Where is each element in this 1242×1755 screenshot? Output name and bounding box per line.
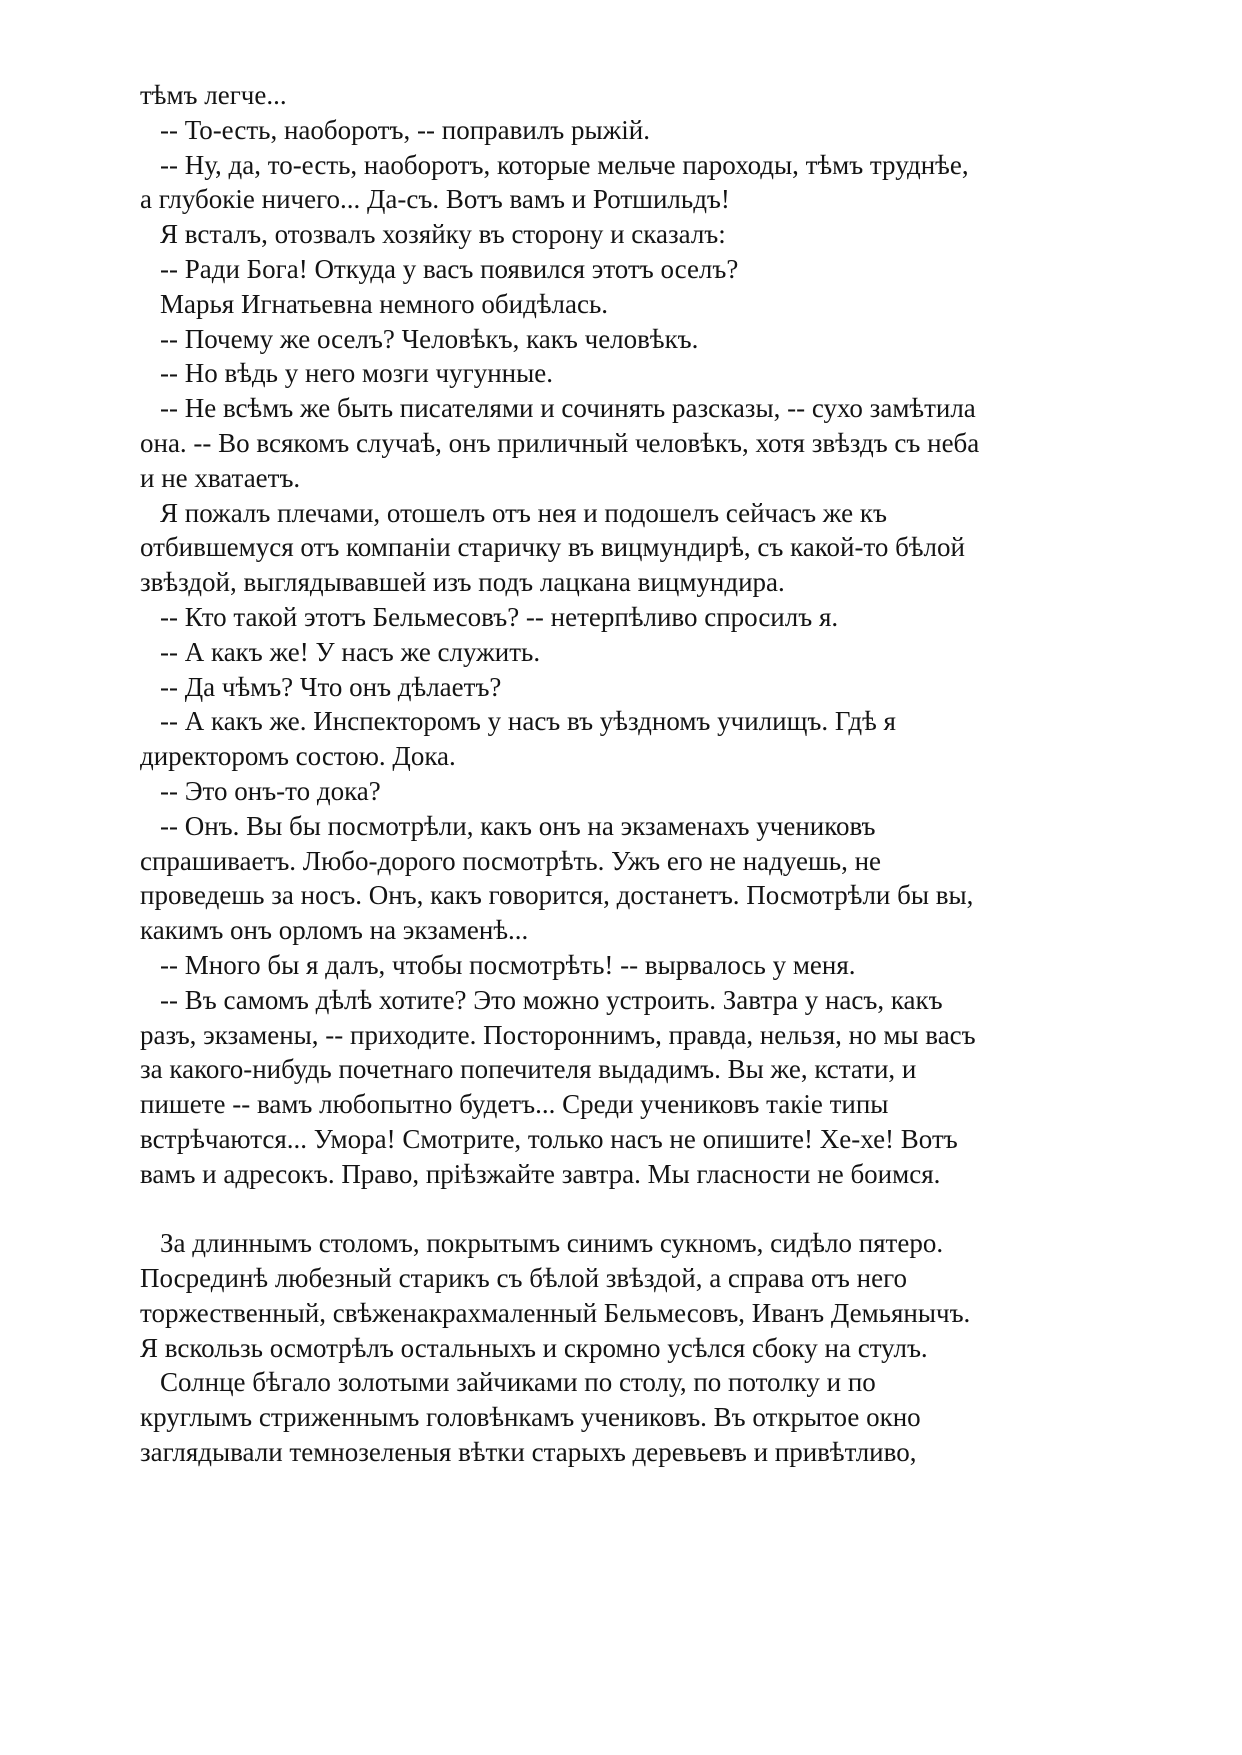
text-line: Я всталъ, отозвалъ хозяйку въ сторону и сказалъ: [160, 219, 726, 250]
text-line: -- Ну, да, то-есть, наоборотъ, которые мельче пароходы, тѣмъ труднѣе, [160, 149, 969, 180]
paragraph [140, 635, 1140, 670]
text-line: директоромъ состою. Дока. [140, 741, 456, 772]
paragraph [140, 704, 1140, 774]
body-text [140, 78, 1140, 1470]
text-line: и не хватаетъ. [140, 462, 301, 493]
text-line: Я пожалъ плечами, отошелъ отъ нея и подошелъ сейчасъ же къ [160, 497, 887, 528]
text-line: -- Почему же оселъ? Человѣкъ, какъ человѣкъ. [160, 323, 699, 354]
paragraph [140, 983, 1140, 1192]
paragraph [140, 809, 1140, 948]
text-line: какимъ онъ орломъ на экзаменѣ... [140, 915, 529, 946]
text-line: -- Ради Бога! Откуда у васъ появился этотъ оселъ? [160, 253, 739, 284]
paragraph [140, 600, 1140, 635]
text-line: разъ, экзамены, -- приходите. Постороннимъ, правда, нельзя, но мы васъ [140, 1019, 976, 1050]
text-line: а глубокіе ничего... Да-съ. Вотъ вамъ и Ротшильдъ! [140, 184, 730, 215]
paragraph [140, 1365, 1140, 1469]
text-line: -- Но вѣдь у него мозги чугунные. [160, 358, 553, 389]
text-line: звѣздой, выглядывавшей изъ подъ лацкана вицмундира. [140, 567, 785, 598]
paragraph [140, 148, 1140, 218]
paragraph [140, 252, 1140, 287]
text-line: Я вскользь осмотрѣлъ остальныхъ и скромно усѣлся сбоку на стулъ. [140, 1332, 928, 1363]
paragraph [140, 356, 1140, 391]
text-line: -- Онъ. Вы бы посмотрѣли, какъ онъ на экзаменахъ учениковъ [160, 810, 876, 841]
text-line: отбившемуся отъ компаніи старичку въ вицмундирѣ, съ какой-то бѣлой [140, 532, 965, 563]
section-break [140, 1192, 1140, 1227]
text-line: -- То-есть, наоборотъ, -- поправилъ рыжій. [160, 114, 651, 145]
text-line: тѣмъ легче... [140, 80, 287, 110]
text-line: вамъ и адресокъ. Право, пріѣзжайте завтра. Мы гласности не боимся. [140, 1158, 941, 1189]
text-line: Солнце бѣгало золотыми зайчиками по столу, по потолку и по [160, 1367, 876, 1398]
text-line: Марья Игнатьевна немного обидѣлась. [160, 288, 609, 319]
text-line: заглядывали темнозеленыя вѣтки старыхъ деревьевъ и привѣтливо, [140, 1437, 917, 1468]
text-line: она. -- Во всякомъ случаѣ, онъ приличный человѣкъ, хотя звѣздъ съ неба [140, 427, 980, 458]
paragraph-continued [140, 78, 1140, 113]
text-line: торжественный, свѣженакрахмаленный Бельмесовъ, Иванъ Демьянычъ. [140, 1297, 971, 1328]
text-line: -- Это онъ-то дока? [160, 775, 381, 806]
text-line: Посрединѣ любезный старикъ съ бѣлой звѣздой, а справа отъ него [140, 1263, 907, 1294]
text-line: За длиннымъ столомъ, покрытымъ синимъ сукномъ, сидѣло пятеро. [160, 1228, 944, 1259]
paragraph [140, 113, 1140, 148]
paragraph [140, 391, 1140, 495]
paragraph [140, 774, 1140, 809]
paragraph [140, 287, 1140, 322]
text-line: проведешь за носъ. Онъ, какъ говорится, достанетъ. Посмотрѣли бы вы, [140, 880, 974, 911]
text-line: -- А какъ же! У насъ же служить. [160, 636, 541, 667]
text-line: пишете -- вамъ любопытно будетъ... Среди учениковъ такіе типы [140, 1089, 889, 1120]
text-line: спрашиваетъ. Любо-дорого посмотрѣть. Ужъ его не надуешь, не [140, 845, 882, 876]
paragraph [140, 322, 1140, 357]
text-line: -- Кто такой этотъ Бельмесовъ? -- нетерпѣливо спросилъ я. [160, 601, 839, 632]
paragraph [140, 948, 1140, 983]
text-line: -- А какъ же. Инспекторомъ у насъ въ уѣздномъ училищъ. Гдѣ я [160, 706, 896, 737]
text-line: -- Не всѣмъ же быть писателями и сочинять разсказы, -- сухо замѣтила [160, 393, 976, 424]
paragraph [140, 217, 1140, 252]
text-line: -- Въ самомъ дѣлѣ хотите? Это можно устроить. Завтра у насъ, какъ [160, 984, 943, 1015]
paragraph [140, 496, 1140, 600]
text-line: за какого-нибудь почетнаго попечителя выдадимъ. Вы же, кстати, и [140, 1054, 917, 1085]
text-line: -- Да чѣмъ? Что онъ дѣлаетъ? [160, 671, 502, 702]
text-line: круглымъ стриженнымъ головѣнкамъ учениковъ. Въ открытое окно [140, 1402, 921, 1433]
paragraph [140, 670, 1140, 705]
text-line: -- Много бы я далъ, чтобы посмотрѣть! -- вырвалось у меня. [160, 949, 856, 980]
text-line: встрѣчаются... Умора! Смотрите, только насъ не опишите! Хе-хе! Вотъ [140, 1123, 958, 1154]
paragraph [140, 1226, 1140, 1365]
